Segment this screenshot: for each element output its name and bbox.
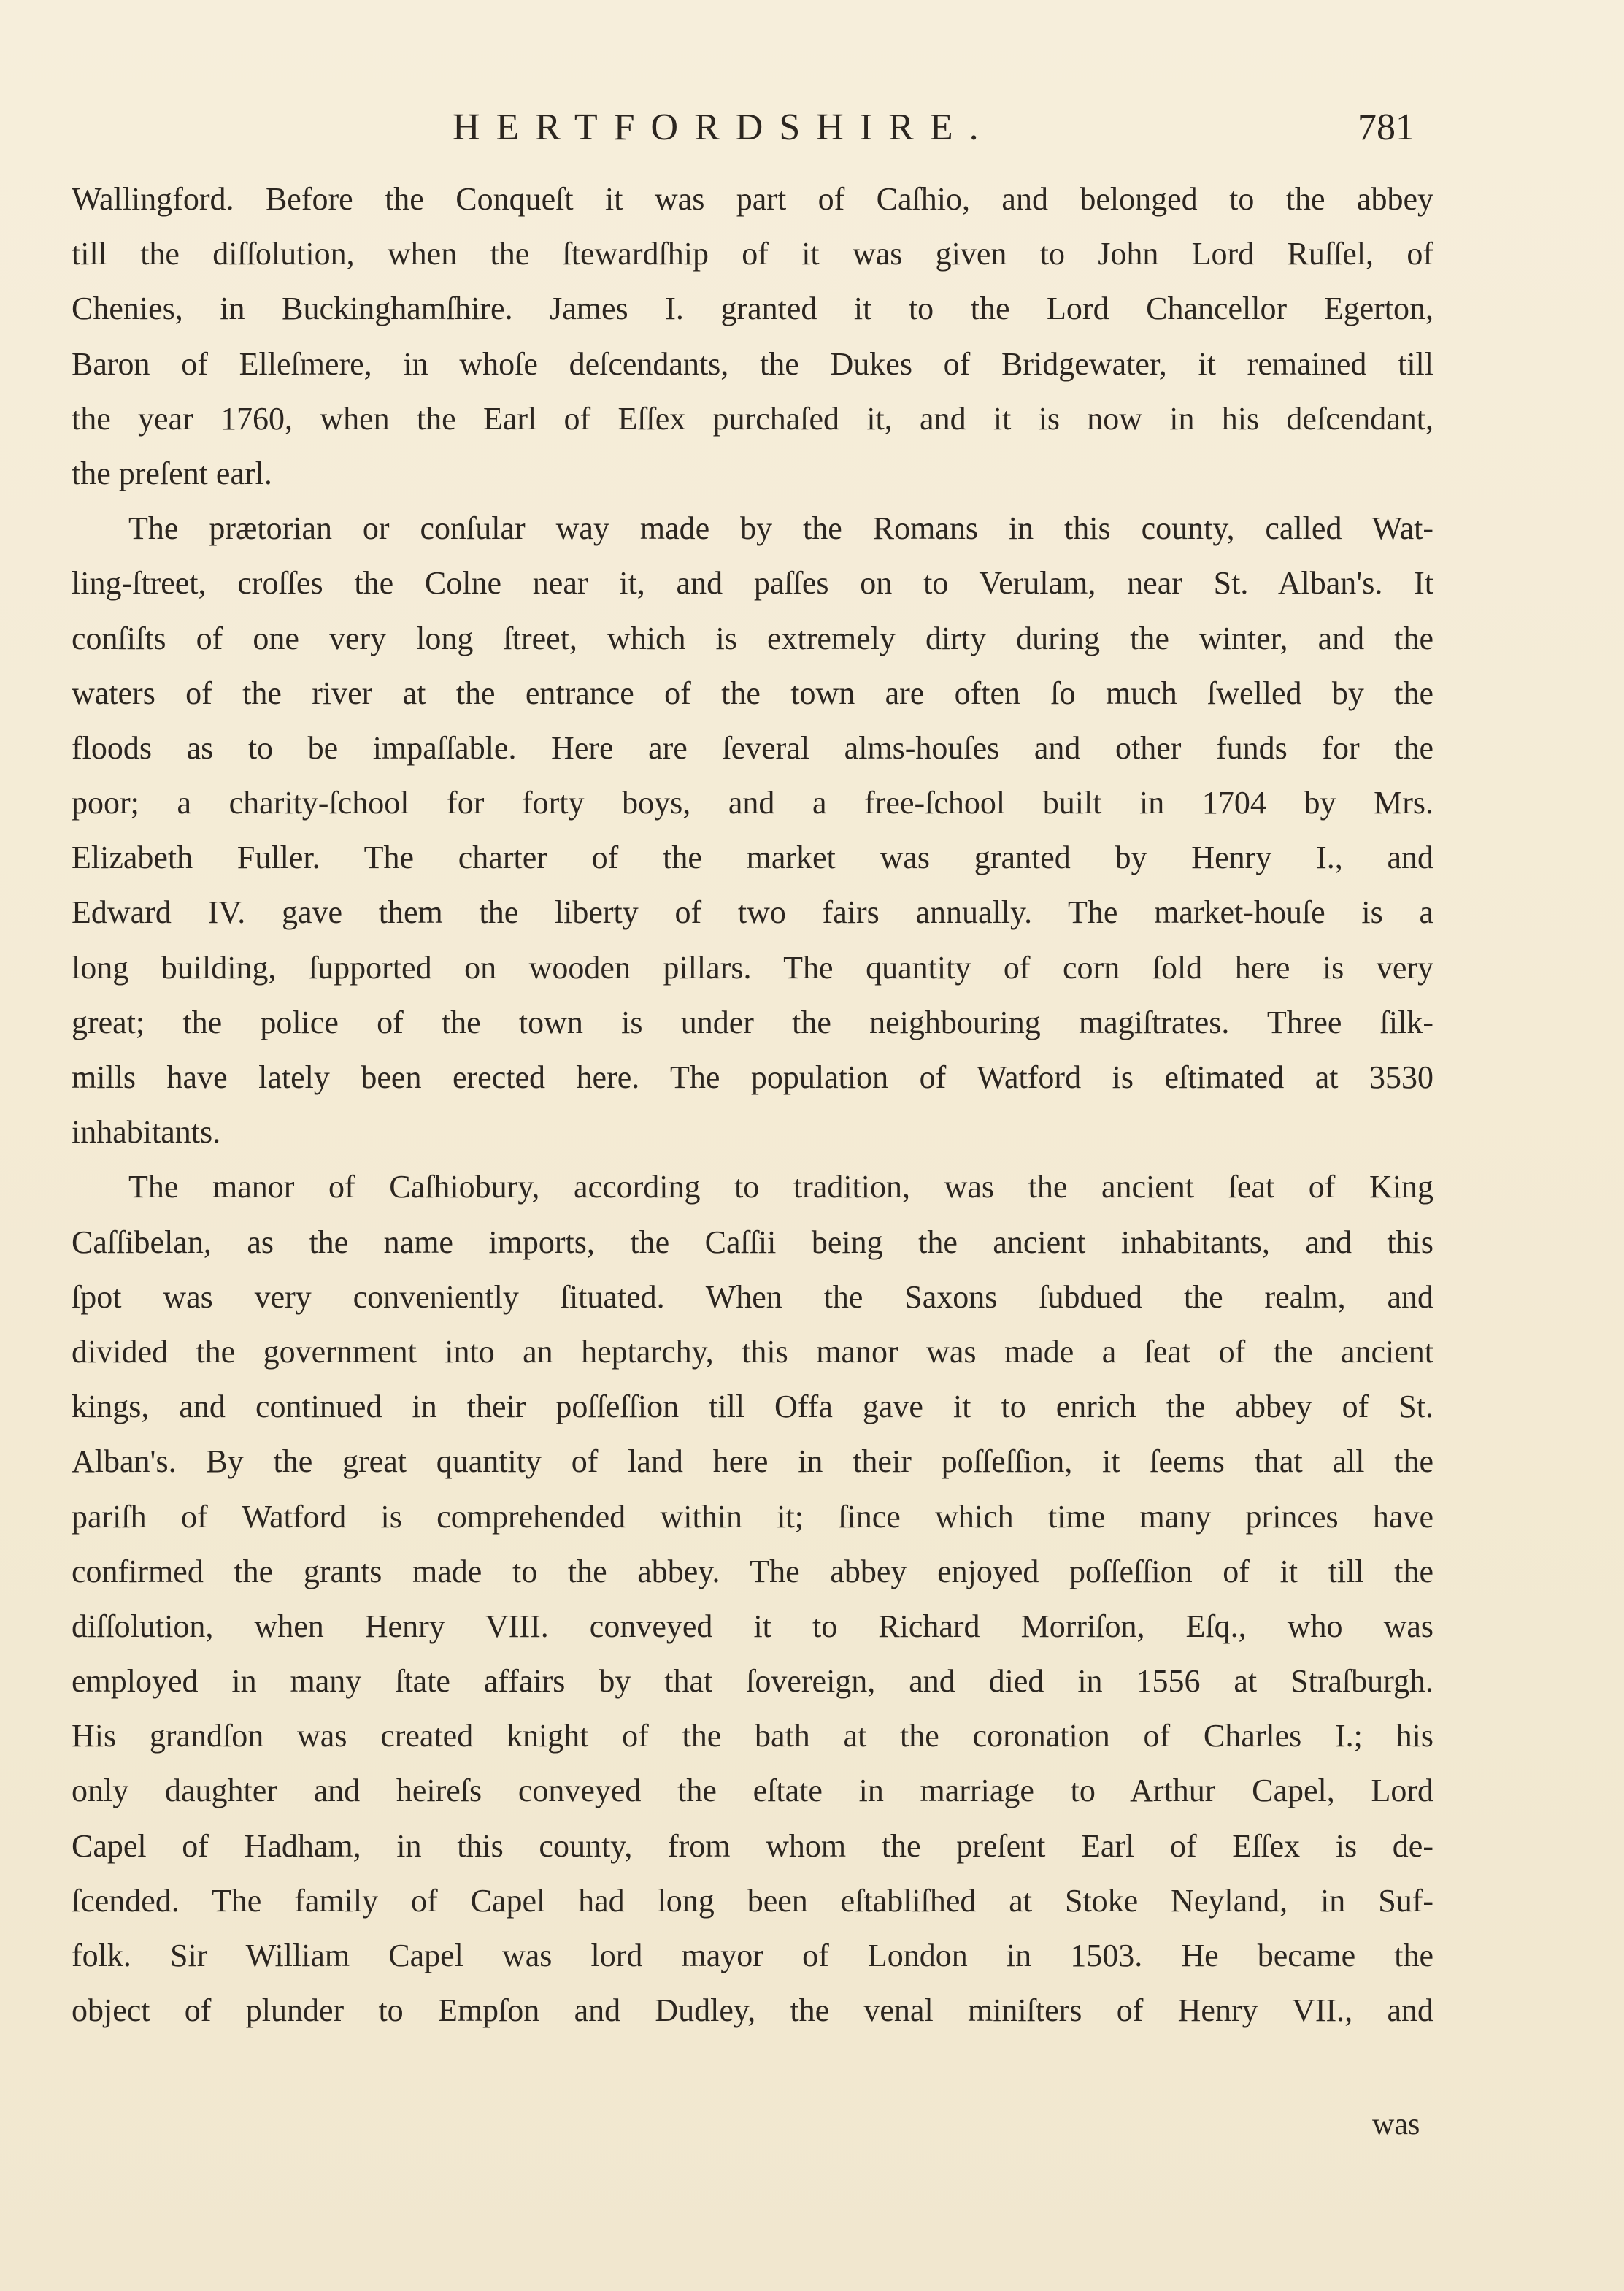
text-line: Baron of Elleſmere, in whoſe deſcendants, the Dukes of Bridgewater, it remained till [72, 345, 1433, 382]
text-line: Caſſibelan, as the name imports, the Caſſii being the ancient inhabitants, and this [72, 1224, 1433, 1260]
text-line: till the diſſolution, when the ſtewardſhip of it was given to John Lord Ruſſel, of [72, 236, 1433, 272]
text-line: Alban's. By the great quantity of land here in their poſſeſſion, it ſeems that all the [72, 1443, 1433, 1480]
running-title: HERTFORDSHIRE. [453, 107, 995, 148]
text-line: long building, ſupported on wooden pillars. The quantity of corn ſold here is very [72, 949, 1433, 986]
body-text [72, 172, 1433, 2038]
text-line: the preſent earl. [72, 455, 272, 491]
text-line: divided the government into an heptarchy, this manor was made a ſeat of the ancient [72, 1333, 1433, 1370]
page-number: 781 [1358, 107, 1415, 148]
text-line: poor; a charity-ſchool for forty boys, and a free-ſchool built in 1704 by Mrs. [72, 785, 1433, 821]
text-line: great; the police of the town is under the neighbouring magiſtrates. Three ſilk- [72, 1004, 1433, 1040]
text-line: floods as to be impaſſable. Here are ſeveral alms-houſes and other funds for the [72, 729, 1433, 766]
text-line: inhabitants. [72, 1114, 221, 1151]
text-line: folk. Sir William Capel was lord mayor of London in 1503. He became the [72, 1938, 1433, 1973]
text-line: Chenies, in Buckinghamſhire. James I. granted it to the Lord Chancellor Egerton, [72, 291, 1433, 327]
page-header [0, 102, 1624, 153]
text-line: Elizabeth Fuller. The charter of the market was granted by Henry I., and [72, 840, 1433, 876]
text-line: the year 1760, when the Earl of Eſſex purchaſed it, and it is now in his deſcendant, [72, 400, 1433, 437]
text-line: conſiſts of one very long ſtreet, which is extremely dirty during the winter, and the [72, 620, 1433, 656]
text-line: only daughter and heireſs conveyed the eſtate in marriage to Arthur Capel, Lord [72, 1773, 1433, 1809]
text-line: ſpot was very conveniently ſituated. When the Saxons ſubdued the realm, and [72, 1278, 1433, 1315]
text-line: His grandſon was created knight of the bath at the coronation of Charles I.; his [72, 1718, 1433, 1754]
text-line: Edward IV. gave them the liberty of two fairs annually. The market-houſe is a [72, 894, 1433, 931]
catchword: was [1372, 2108, 1420, 2141]
text-line: Capel of Hadham, in this county, from whom the preſent Earl of Eſſex is de- [72, 1827, 1433, 1864]
text-line: Wallingford. Before the Conqueſt it was part of Caſhio, and belonged to the abbey [72, 181, 1433, 217]
text-line: kings, and continued in their poſſeſſion till Offa gave it to enrich the abbey of St. [72, 1389, 1433, 1425]
text-line: employed in many ſtate affairs by that ſovereign, and died in 1556 at Straſburgh. [72, 1663, 1433, 1700]
text-line: confirmed the grants made to the abbey. The abbey enjoyed poſſeſſion of it till the [72, 1553, 1433, 1589]
text-line: mills have lately been erected here. The population of Watford is eſtimated at 3530 [72, 1059, 1433, 1095]
text-line: pariſh of Watford is comprehended within it; ſince which time many princes have [72, 1498, 1433, 1535]
text-line: object of plunder to Empſon and Dudley, the venal miniſters of Henry VII., and [72, 1992, 1433, 2029]
text-line: ſcended. The family of Capel had long been eſtabliſhed at Stoke Neyland, in Suf- [72, 1882, 1433, 1919]
text-line: diſſolution, when Henry VIII. conveyed it to Richard Morriſon, Eſq., who was [72, 1608, 1433, 1644]
text-line: ling-ſtreet, croſſes the Colne near it, and paſſes on to Verulam, near St. Alban's. It [72, 565, 1433, 602]
paragraph-start-line: The manor of Caſhiobury, according to tradition, was the ancient ſeat of King [128, 1169, 1433, 1205]
text-line: waters of the river at the entrance of the town are often ſo much ſwelled by the [72, 675, 1433, 711]
paragraph-start-line: The prætorian or conſular way made by the Romans in this county, called Wat- [128, 510, 1433, 547]
